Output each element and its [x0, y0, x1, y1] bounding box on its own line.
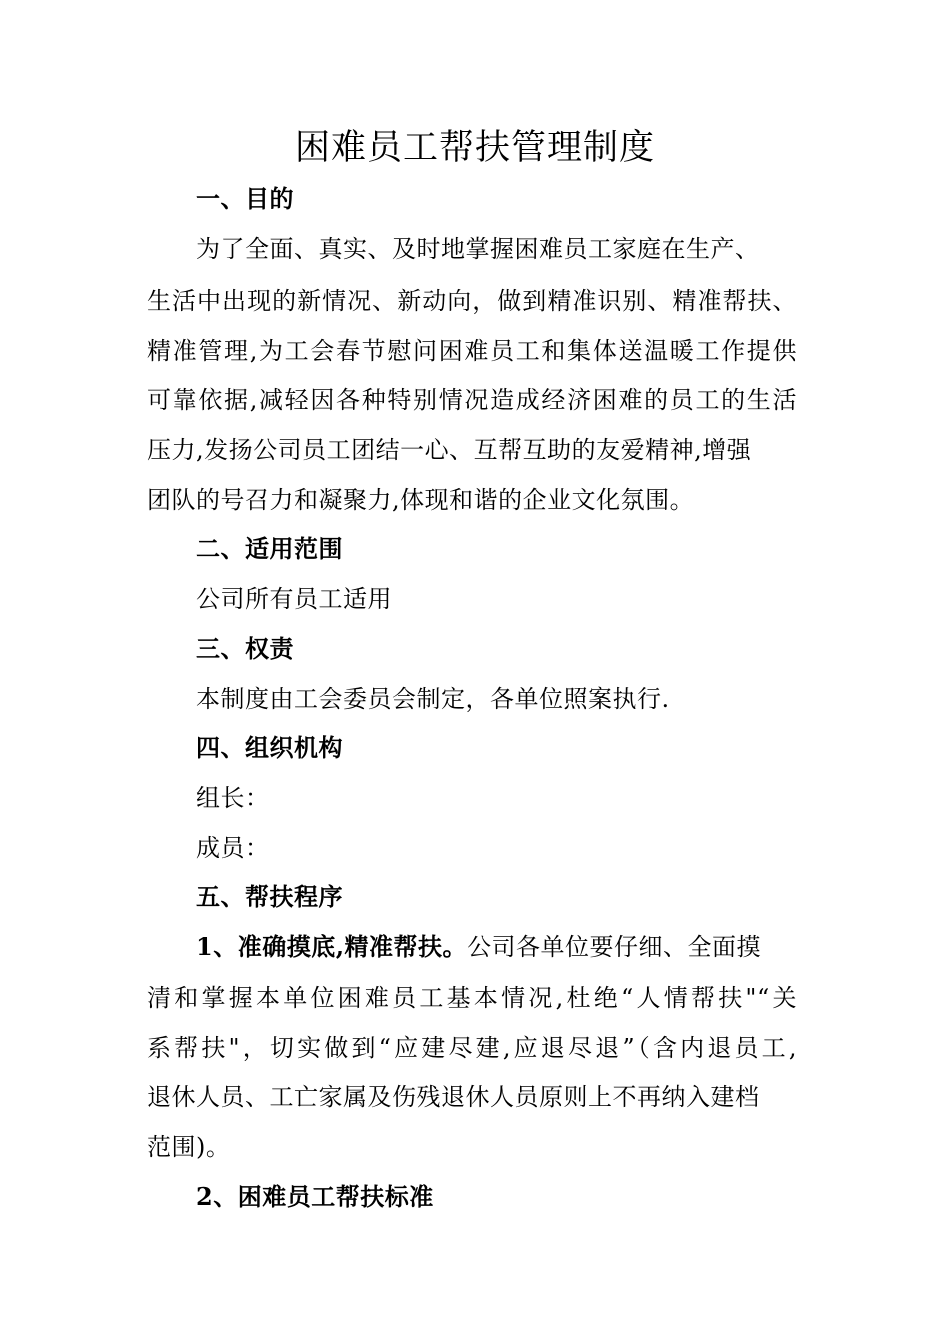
section-2-heading: 二、适用范围: [196, 534, 343, 563]
section-1-line: 可靠依据,减轻因各种特别情况造成经济困难的员工的生活: [147, 386, 797, 414]
section-5-paragraph-1-line: 清和掌握本单位困难员工基本情况,杜绝“人情帮扶"“关: [147, 984, 797, 1012]
section-5-paragraph-1-line: 系帮扶"，切实做到“应建尽建,应退尽退”（含内退员工,: [147, 1034, 797, 1062]
section-5-paragraph-1-text: 公司各单位要仔细、全面摸: [467, 933, 762, 961]
section-5-paragraph-2-heading: 2、困难员工帮扶标准: [196, 1182, 434, 1211]
section-5-paragraph-1-line: 范围)。: [147, 1133, 231, 1161]
section-3-text: 本制度由工会委员会制定，各单位照案执行.: [196, 685, 670, 713]
section-5-paragraph-1-first-line: [196, 930, 761, 964]
section-1-heading: 一、目的: [196, 184, 294, 213]
section-3-heading: 三、权责: [196, 634, 294, 663]
section-2-text: 公司所有员工适用: [196, 585, 392, 613]
section-1-line: 生活中出现的新情况、新动向，做到精准识别、精准帮扶、: [147, 287, 797, 315]
section-5-paragraph-1-line: 退休人员、工亡家属及伤残退休人员原则上不再纳入建档: [147, 1083, 760, 1111]
document-title: 困难员工帮扶管理制度: [294, 128, 655, 168]
section-4-heading: 四、组织机构: [196, 733, 343, 762]
section-4-members: 成员：: [196, 834, 270, 862]
section-1-line: 压力,发扬公司员工团结一心、互帮互助的友爱精神,增强: [147, 436, 752, 464]
section-5-heading: 五、帮扶程序: [196, 882, 343, 911]
section-4-leader: 组长：: [196, 784, 270, 812]
section-1-line: 团队的号召力和凝聚力,体现和谐的企业文化氛围。: [147, 486, 695, 514]
section-5-paragraph-1-lead: 1、准确摸底,精准帮扶。: [196, 932, 468, 961]
section-1-line: 为了全面、真实、及时地掌握困难员工家庭在生产、: [196, 235, 760, 263]
section-1-line: 精准管理,为工会春节慰问困难员工和集体送温暖工作提供: [147, 337, 797, 365]
